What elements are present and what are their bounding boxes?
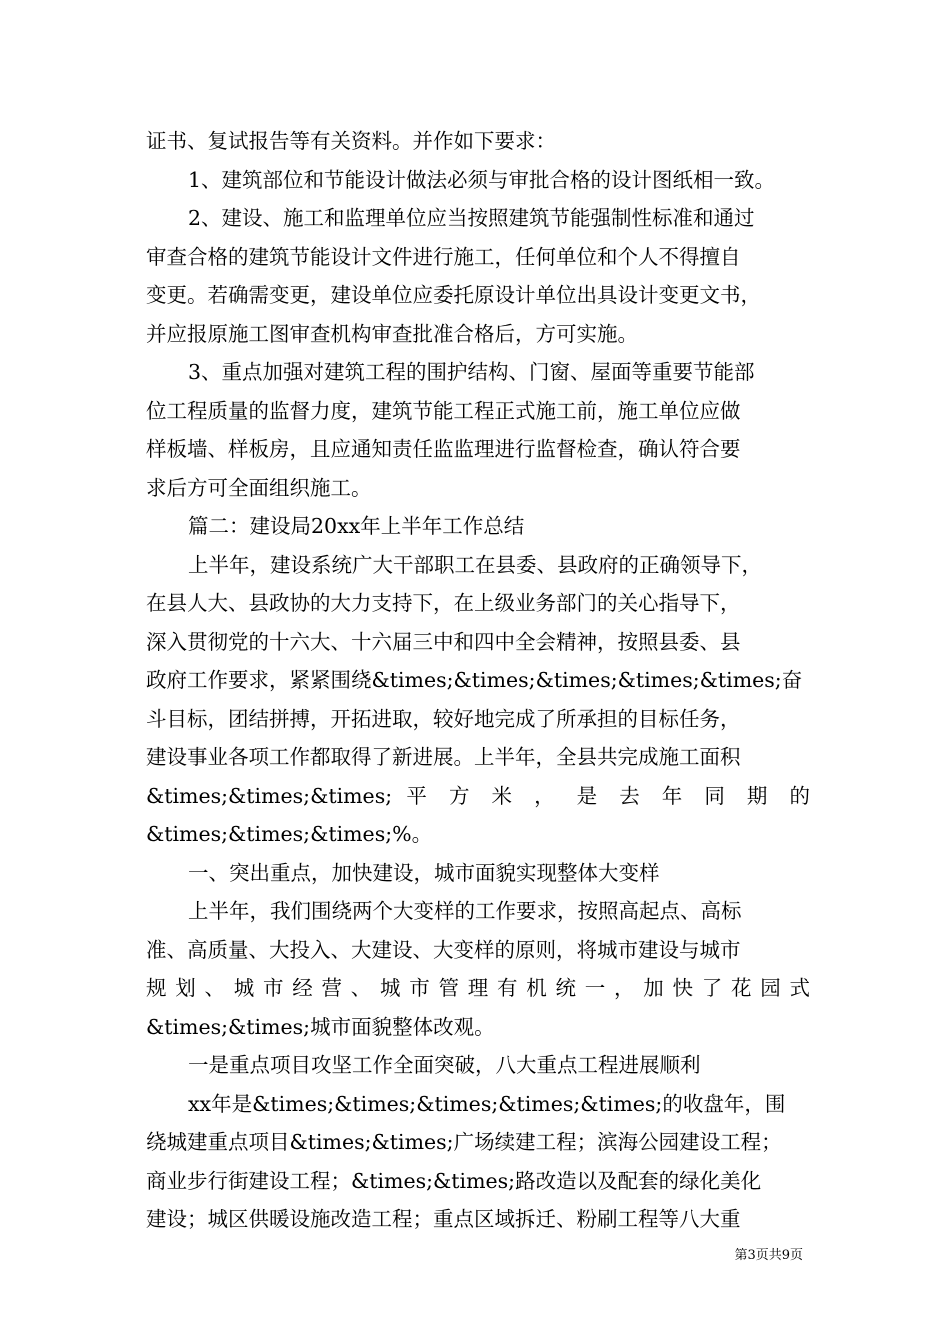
paragraph-line: 准、高质量、大投入、大建设、大变样的原则，将城市建设与城市 <box>146 937 741 962</box>
paragraph-line: 在县人大、县政协的大力支持下，在上级业务部门的关心指导下， <box>146 591 741 615</box>
paragraph-line: &times;&times;&times; 平 方 米 ， 是 去 年 同 期 的 <box>146 783 810 808</box>
paragraph-line: 证书、复试报告等有关资料。并作如下要求： <box>146 129 556 153</box>
paragraph-line: 审查合格的建筑节能设计文件进行施工，任何单位和个人不得擅自 <box>146 244 741 269</box>
section-heading: 一是重点项目攻坚工作全面突破，八大重点工程进展顺利 <box>188 1053 701 1077</box>
paragraph-line: 求后方可全面组织施工。 <box>146 475 372 500</box>
paragraph-line: 位工程质量的监督力度，建筑节能工程正式施工前，施工单位应做 <box>146 398 741 423</box>
paragraph-line: &times;&times;城市面貌整体改观。 <box>146 1014 495 1039</box>
paragraph-line: 2、建设、施工和监理单位应当按照建筑节能强制性标准和通过 <box>188 206 755 230</box>
paragraph-line: &times;&times;&times;%。 <box>146 822 433 846</box>
paragraph-line: 变更。若确需变更，建设单位应委托原设计单位出具设计变更文书， <box>146 283 761 307</box>
paragraph-line: 上半年，建设系统广大干部职工在县委、县政府的正确领导下， <box>188 552 762 577</box>
paragraph-line: 规 划 、 城 市 经 营 、 城 市 管 理 有 机 统 一 ， 加 快 了 花 园 式 <box>146 976 810 1000</box>
paragraph-line: 建设事业各项工作都取得了新进展。上半年，全县共完成施工面积 <box>146 745 741 769</box>
section-heading: 一、突出重点，加快建设，城市面貌实现整体大变样 <box>188 860 660 885</box>
paragraph-line: 上半年，我们围绕两个大变样的工作要求，按照高起点、高标 <box>188 899 742 923</box>
paragraph-line: 样板墙、样板房，且应通知责任监监理进行监督检查，确认符合要 <box>146 437 741 461</box>
document-body <box>146 122 810 1239</box>
section-heading: 篇二：建设局20xx年上半年工作总结 <box>188 514 525 538</box>
paragraph-line: 斗目标，团结拼搏，开拓进取，较好地完成了所承担的目标任务， <box>146 706 741 731</box>
paragraph-line: 绕城建重点项目&times;&times;广场续建工程；滨海公园建设工程； <box>146 1130 782 1154</box>
paragraph-line: 建设；城区供暖设施改造工程；重点区域拆迁、粉刷工程等八大重 <box>146 1207 741 1231</box>
page-number: 第3页共9页 <box>734 1248 803 1263</box>
paragraph-line: 政府工作要求，紧紧围绕&times;&times;&times;&times;&times;奋 <box>146 668 803 692</box>
paragraph-line: 深入贯彻党的十六大、十六届三中和四中全会精神，按照县委、县 <box>146 629 741 654</box>
paragraph-line: 3、重点加强对建筑工程的围护结构、门窗、屋面等重要节能部 <box>188 360 755 384</box>
paragraph-line: 商业步行街建设工程；&times;&times;路改造以及配套的绿化美化 <box>146 1168 762 1193</box>
paragraph-line: 1、建筑部位和节能设计做法必须与审批合格的设计图纸相一致。 <box>188 167 776 192</box>
paragraph-line: 并应报原施工图审查机构审查批准合格后，方可实施。 <box>146 321 638 346</box>
paragraph-line: xx年是&times;&times;&times;&times;&times;的收盘年，围 <box>188 1091 786 1116</box>
